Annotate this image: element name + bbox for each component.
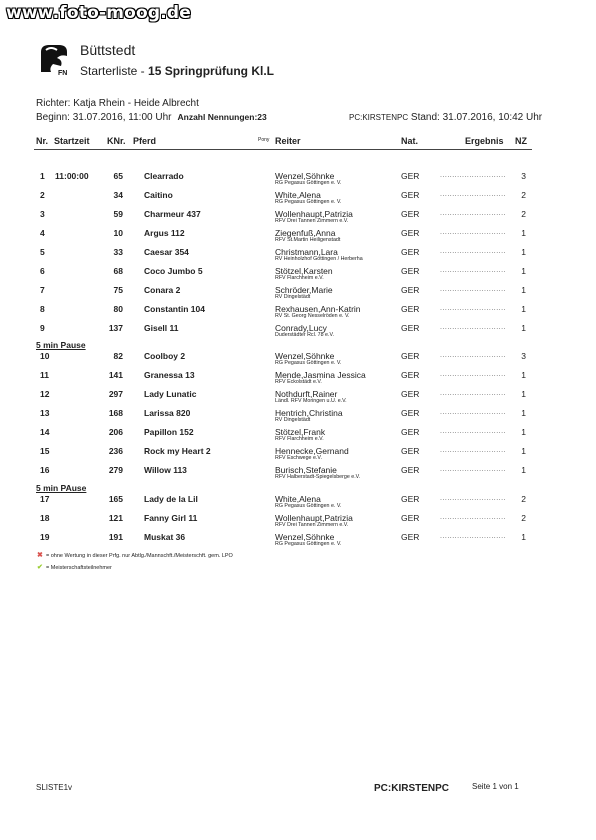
row-result: ........................... [440, 305, 507, 312]
row-horse: Fanny Girl 11 [144, 513, 198, 523]
footer-report-id: SLISTE1v [36, 783, 73, 792]
row-knr: 206 [108, 427, 123, 437]
row-nation: GER [401, 190, 420, 200]
row-nr: 6 [40, 266, 45, 276]
row-nr: 19 [40, 532, 50, 542]
row-nz: 1 [521, 532, 526, 542]
row-result: ........................... [440, 495, 507, 502]
row-horse: Caesar 354 [144, 247, 189, 257]
row-rider: White,Alena [275, 494, 321, 504]
row-nr: 15 [40, 446, 50, 456]
table-row [0, 513, 596, 532]
row-rider: Mende,Jasmina Jessica [275, 370, 366, 380]
row-horse: Conara 2 [144, 285, 181, 295]
row-horse: Argus 112 [144, 228, 185, 238]
row-knr: 68 [113, 266, 123, 276]
row-knr: 34 [113, 190, 123, 200]
table-row [0, 228, 596, 247]
subtitle-prefix: Starterliste - [80, 64, 149, 78]
row-result: ........................... [440, 466, 507, 473]
header-divider [34, 149, 532, 150]
row-horse: Coolboy 2 [144, 351, 186, 361]
legend-check-text: = Meisterschaftsteilnehmer [46, 565, 112, 571]
row-rider: Hennecke,Gernand [275, 446, 349, 456]
table-row [0, 389, 596, 408]
row-horse: Caitino [144, 190, 173, 200]
x-icon: ✖ [37, 552, 43, 559]
row-knr: 121 [108, 513, 123, 523]
row-nation: GER [401, 389, 420, 399]
svg-text:FN: FN [58, 70, 68, 76]
table-row [0, 209, 596, 228]
row-nz: 2 [521, 513, 526, 523]
table-row [0, 304, 596, 323]
row-nation: GER [401, 446, 420, 456]
col-reiter: Reiter [275, 136, 301, 146]
row-nz: 1 [521, 427, 526, 437]
row-nation: GER [401, 285, 420, 295]
row-nz: 3 [521, 351, 526, 361]
check-icon: ✔ [37, 564, 43, 571]
start-line [36, 112, 267, 123]
row-knr: 236 [108, 446, 123, 456]
row-club: Ländl. RFV Moringen u.U. e.V. [275, 398, 347, 404]
table-row [0, 323, 596, 342]
row-nr: 8 [40, 304, 45, 314]
row-nz: 1 [521, 446, 526, 456]
row-rider: Burisch,Stefanie [275, 465, 337, 475]
row-result: ........................... [440, 409, 507, 416]
row-rider: Hentrich,Christina [275, 408, 343, 418]
row-club: RFV Eckolstädt e.V. [275, 379, 322, 385]
row-nr: 9 [40, 323, 45, 333]
table-row [0, 427, 596, 446]
col-nat: Nat. [401, 136, 419, 146]
row-result: ........................... [440, 229, 507, 236]
pause-label-2: 5 min PAuse [36, 483, 87, 493]
row-nz: 1 [521, 247, 526, 257]
table-row [0, 171, 596, 190]
row-nz: 1 [521, 228, 526, 238]
row-nr: 1 [40, 171, 45, 181]
row-nation: GER [401, 513, 420, 523]
row-nation: GER [401, 427, 420, 437]
row-club: RFV Halberstadt-Spiegelsberge e.V. [275, 474, 361, 480]
row-club: RFV St.Martin Heiligenstadt [275, 237, 341, 243]
row-nz: 1 [521, 408, 526, 418]
row-result: ........................... [440, 324, 507, 331]
table-row [0, 266, 596, 285]
row-club: RFV Drei Tannen Zimmern e.V. [275, 522, 349, 528]
table-row [0, 351, 596, 370]
row-knr: 297 [108, 389, 123, 399]
row-knr: 10 [113, 228, 123, 238]
row-nr: 18 [40, 513, 50, 523]
row-horse: Larissa 820 [144, 408, 191, 418]
row-nation: GER [401, 408, 420, 418]
row-nz: 1 [521, 285, 526, 295]
row-result: ........................... [440, 352, 507, 359]
row-horse: Willow 113 [144, 465, 187, 475]
row-rider: Conrady,Lucy [275, 323, 327, 333]
col-nz: NZ [515, 136, 527, 146]
table-row [0, 494, 596, 513]
row-nation: GER [401, 266, 420, 276]
row-nr: 4 [40, 228, 45, 238]
row-nr: 5 [40, 247, 45, 257]
row-rider: Nothdurft,Rainer [275, 389, 338, 399]
col-pony: Pony [258, 137, 270, 143]
row-nation: GER [401, 228, 420, 238]
page-subtitle [80, 64, 274, 78]
row-club: RV St. Georg Nesselröden e. V. [275, 313, 350, 319]
row-rider: Stötzel,Frank [275, 427, 326, 437]
row-rider: Wollenhaupt,Patrizia [275, 513, 353, 523]
row-rider: Schröder,Marie [275, 285, 333, 295]
row-club: RFV Eschwege e.V. [275, 455, 322, 461]
row-knr: 141 [108, 370, 123, 380]
row-result: ........................... [440, 191, 507, 198]
row-horse: Rock my Heart 2 [144, 446, 211, 456]
row-knr: 191 [108, 532, 123, 542]
row-nz: 2 [521, 494, 526, 504]
row-rider: White,Alena [275, 190, 321, 200]
row-club: RG Pegasus Göttingen e. V. [275, 199, 342, 205]
row-nr: 13 [40, 408, 50, 418]
row-rider: Wenzel,Söhnke [275, 171, 335, 181]
footer-pc: PC:KIRSTENPC [374, 783, 450, 794]
row-rider: Stötzel,Karsten [275, 266, 333, 276]
table-row [0, 190, 596, 209]
col-ergebnis: Ergebnis [465, 136, 504, 146]
row-horse: Granessa 13 [144, 370, 195, 380]
row-nr: 11 [40, 370, 49, 380]
row-result: ........................... [440, 514, 507, 521]
row-nation: GER [401, 351, 420, 361]
row-nation: GER [401, 370, 420, 380]
legend-x-text: = ohne Wertung in dieser Prfg. nur Abtlg./Mannschft./Meisterschft. gem. LPO [46, 553, 233, 559]
row-result: ........................... [440, 428, 507, 435]
row-knr: 33 [113, 247, 123, 257]
row-nr: 7 [40, 285, 45, 295]
row-rider: Wollenhaupt,Patrizia [275, 209, 353, 219]
row-result: ........................... [440, 447, 507, 454]
row-club: RFV Drei Tannen Zimmern e.V. [275, 218, 349, 224]
row-rider: Wenzel,Söhnke [275, 532, 335, 542]
row-result: ........................... [440, 248, 507, 255]
row-club: RV Dingelstädt [275, 294, 311, 300]
row-nation: GER [401, 247, 420, 257]
row-horse: Coco Jumbo 5 [144, 266, 203, 276]
row-nr: 12 [40, 389, 50, 399]
row-knr: 137 [108, 323, 123, 333]
row-knr: 279 [108, 465, 123, 475]
row-horse: Papillon 152 [144, 427, 194, 437]
row-club: RG Pegasus Göttingen e. V. [275, 541, 342, 547]
row-nr: 10 [40, 351, 50, 361]
row-nz: 2 [521, 190, 526, 200]
row-horse: Gisell 11 [144, 323, 179, 333]
row-knr: 80 [113, 304, 123, 314]
row-nz: 1 [521, 465, 526, 475]
row-nation: GER [401, 209, 420, 219]
stand-time: Stand: 31.07.2016, 10:42 Uhr [410, 112, 543, 123]
row-horse: Clearrado [144, 171, 184, 181]
row-result: ........................... [440, 267, 507, 274]
row-nz: 3 [521, 171, 526, 181]
entries-count: Anzahl Nennungen:23 [177, 112, 267, 122]
row-club: RFV Flarchheim e.V. [275, 436, 324, 442]
row-knr: 59 [113, 209, 123, 219]
row-club: Duderstädter Rcl. 78 e.V. [275, 332, 334, 338]
start-time: Beginn: 31.07.2016, 11:00 Uhr [36, 112, 172, 123]
row-nz: 1 [521, 370, 526, 380]
row-result: ........................... [440, 210, 507, 217]
row-club: RG Pegasus Göttingen e. V. [275, 503, 342, 509]
row-nation: GER [401, 465, 420, 475]
legend-x [37, 551, 233, 559]
legend-check [37, 563, 112, 571]
table-row [0, 465, 596, 484]
row-nr: 16 [40, 465, 50, 475]
watermark: www.foto-moog.de [6, 3, 192, 23]
footer-page: Seite 1 von 1 [472, 782, 519, 791]
stand-line [349, 112, 542, 123]
row-result: ........................... [440, 533, 507, 540]
table-row [0, 532, 596, 551]
row-nr: 3 [40, 209, 45, 219]
table-row [0, 285, 596, 304]
table-row [0, 247, 596, 266]
table-row [0, 370, 596, 389]
row-nz: 1 [521, 304, 526, 314]
row-nr: 14 [40, 427, 50, 437]
row-nation: GER [401, 171, 420, 181]
page-title: Büttstedt [80, 42, 136, 58]
row-knr: 165 [108, 494, 123, 504]
row-nation: GER [401, 494, 420, 504]
row-horse: Lady de la Lil [144, 494, 198, 504]
row-result: ........................... [440, 286, 507, 293]
row-horse: Constantin 104 [144, 304, 205, 314]
judges-line: Richter: Katja Rhein - Heide Albrecht [36, 98, 199, 109]
stand-pc: PC:KIRSTENPC [349, 113, 409, 122]
row-horse: Muskat 36 [144, 532, 186, 542]
row-knr: 168 [108, 408, 123, 418]
pause-label-1: 5 min Pause [36, 340, 86, 350]
row-rider: Christmann,Lara [275, 247, 338, 257]
row-rider: Wenzel,Söhnke [275, 351, 335, 361]
table-row [0, 408, 596, 427]
row-nr: 2 [40, 190, 45, 200]
col-knr: KNr. [107, 136, 126, 146]
col-startzeit: Startzeit [54, 136, 90, 146]
row-knr: 82 [113, 351, 123, 361]
subtitle-competition: 15 Springprüfung Kl.L [148, 64, 275, 78]
row-result: ........................... [440, 390, 507, 397]
row-club: RV Heinholzhof Göttingen / Herberha [275, 256, 363, 262]
row-nz: 1 [521, 266, 526, 276]
row-club: RV Dingelstädt [275, 417, 311, 423]
table-row [0, 446, 596, 465]
row-nr: 17 [40, 494, 50, 504]
fn-logo-icon [37, 42, 69, 76]
row-startzeit: 11:00:00 [55, 171, 89, 181]
row-club: RG Pegasus Göttingen e. V. [275, 180, 342, 186]
row-horse: Lady Lunatic [144, 389, 197, 399]
row-result: ........................... [440, 371, 507, 378]
col-nr: Nr. [36, 136, 49, 146]
row-horse: Charmeur 437 [144, 209, 201, 219]
row-rider: Rexhausen,Ann-Katrin [275, 304, 361, 314]
row-knr: 75 [113, 285, 123, 295]
row-rider: Ziegenfuß,Anna [275, 228, 336, 238]
row-nz: 2 [521, 209, 526, 219]
row-knr: 65 [113, 171, 123, 181]
row-nation: GER [401, 304, 420, 314]
row-club: RFV Flarchheim e.V. [275, 275, 324, 281]
col-pferd: Pferd [133, 136, 157, 146]
row-club: RG Pegasus Göttingen e. V. [275, 360, 342, 366]
row-nz: 1 [521, 323, 526, 333]
row-result: ........................... [440, 172, 507, 179]
row-nz: 1 [521, 389, 526, 399]
row-nation: GER [401, 532, 420, 542]
row-nation: GER [401, 323, 420, 333]
